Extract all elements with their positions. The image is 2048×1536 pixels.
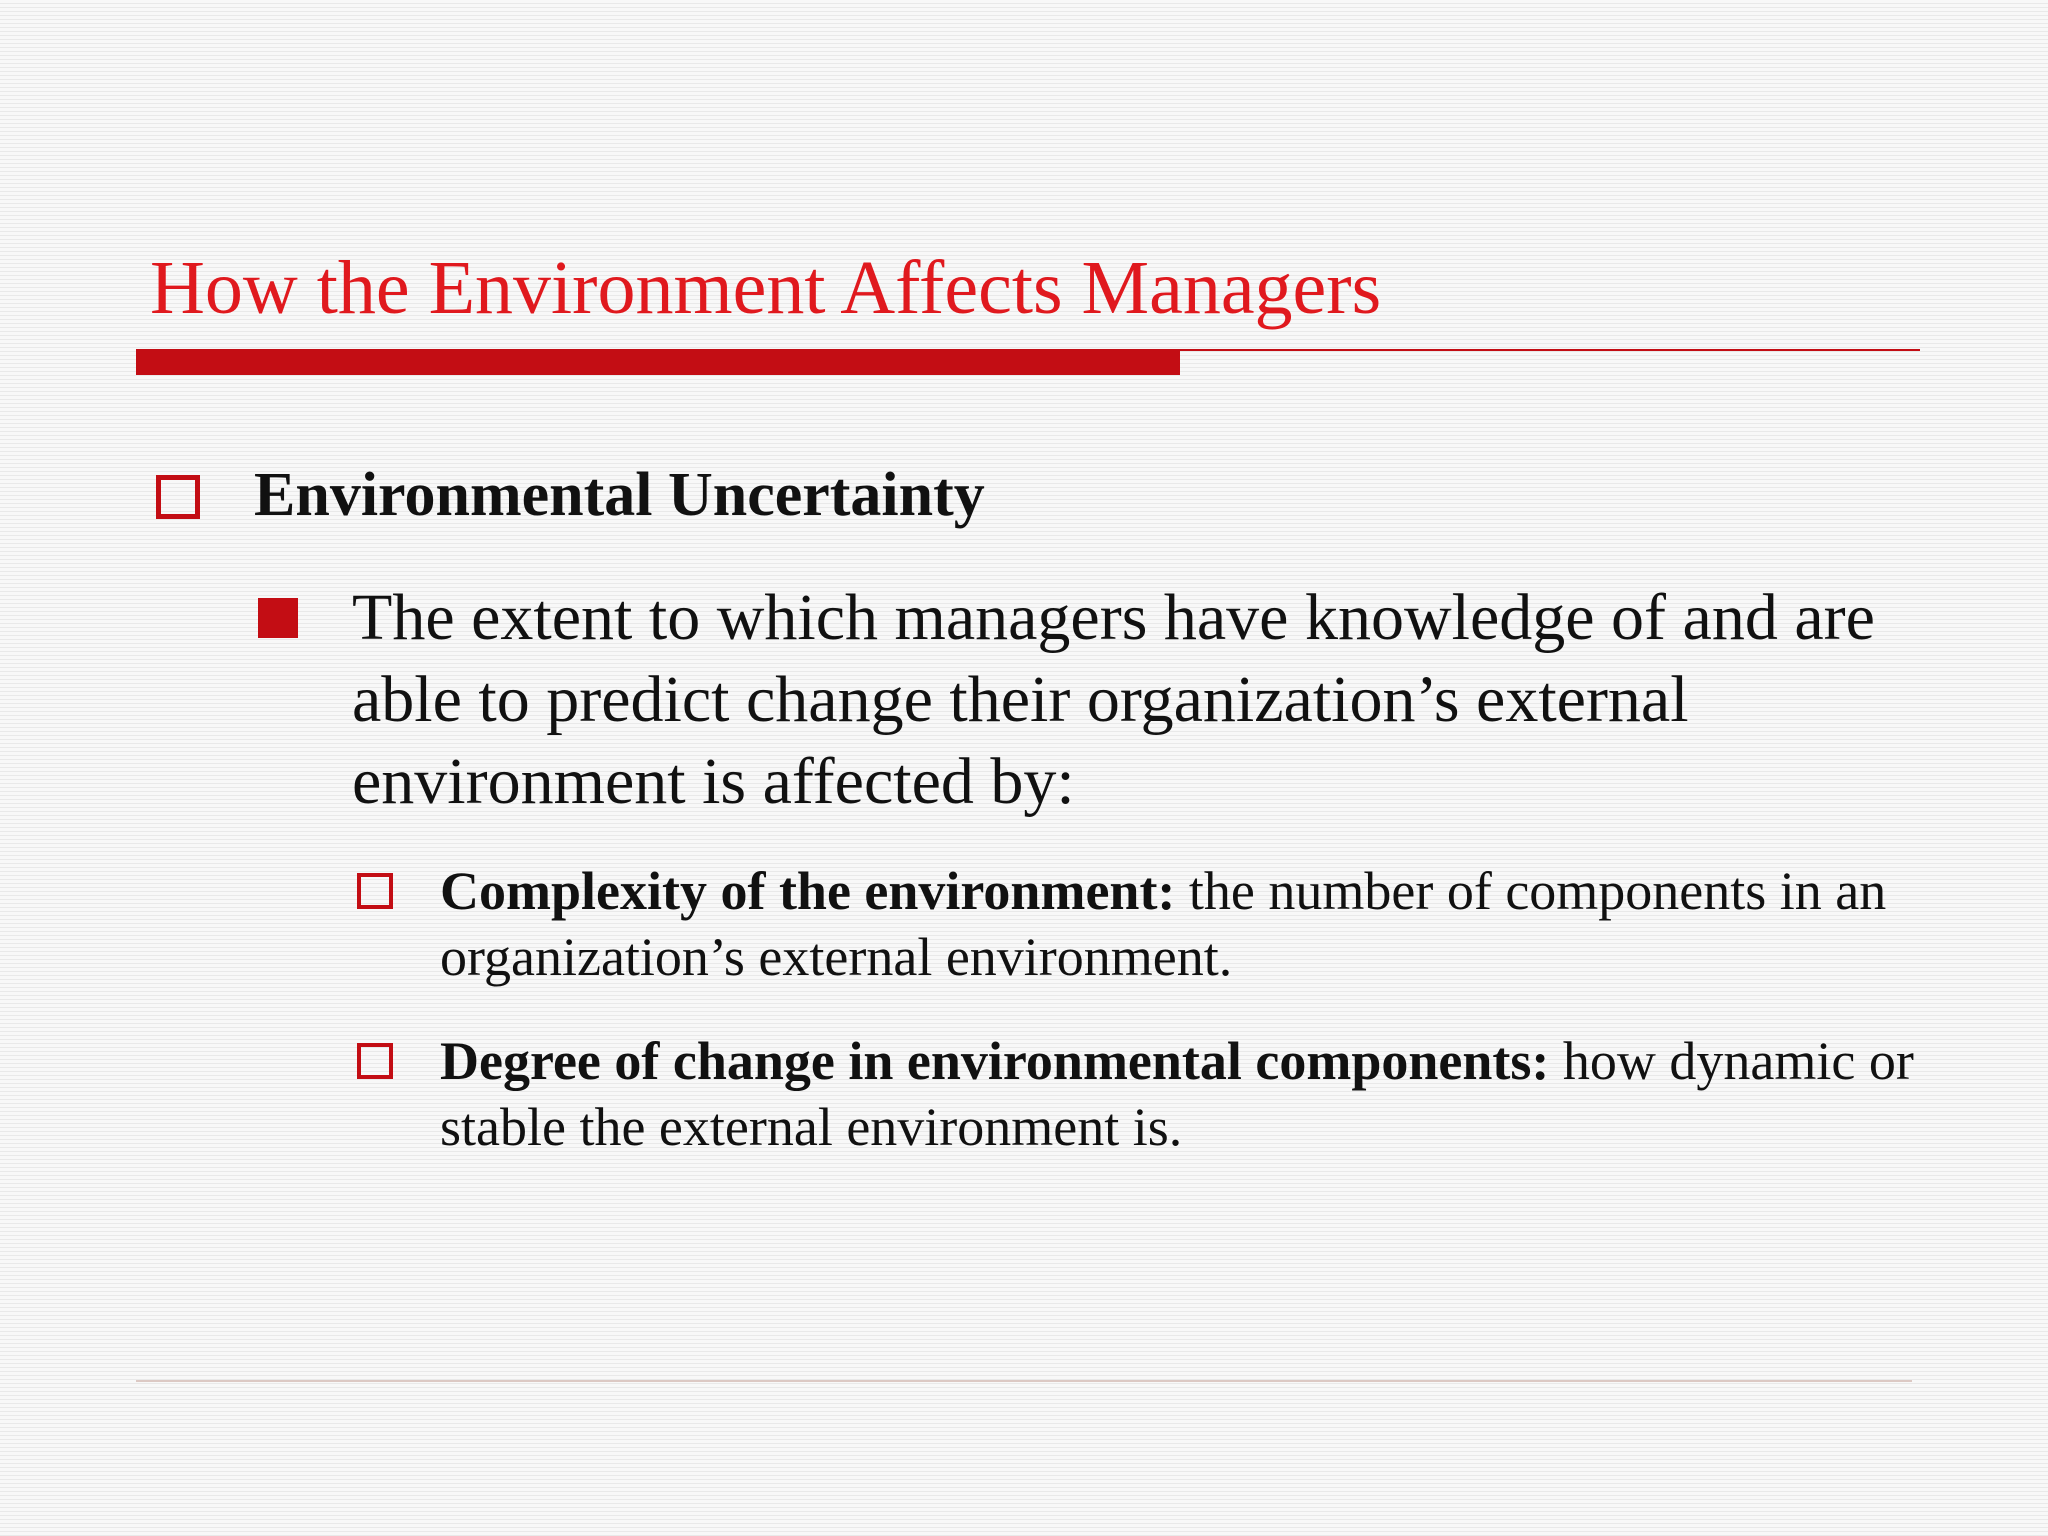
bullet-term: Degree of change in environmental components: [440,1031,1550,1091]
bullet-definition: the number of components in an organization’s external environment. [440,861,1887,987]
footer-divider [136,1380,1912,1382]
bullet-level2-text: The extent to which managers have knowledge of and are able to predict change their organization’s external environment is affected by: [352,581,1875,818]
hollow-square-bullet-icon [156,475,200,519]
solid-square-bullet-icon [258,598,298,638]
bullet-level3-text [440,1028,1920,1160]
hollow-square-bullet-icon [357,1043,393,1079]
hollow-square-bullet-icon [357,873,393,909]
slide-title: How the Environment Affects Managers [150,246,1382,330]
title-underline-thick [136,351,1180,375]
bullet-definition: how dynamic or stable the external environment is. [440,1031,1914,1157]
bullet-term: Complexity of the environment: [440,861,1176,921]
bullet-level3-text [440,858,1920,990]
bullet-level1-text: Environmental Uncertainty [254,461,985,529]
